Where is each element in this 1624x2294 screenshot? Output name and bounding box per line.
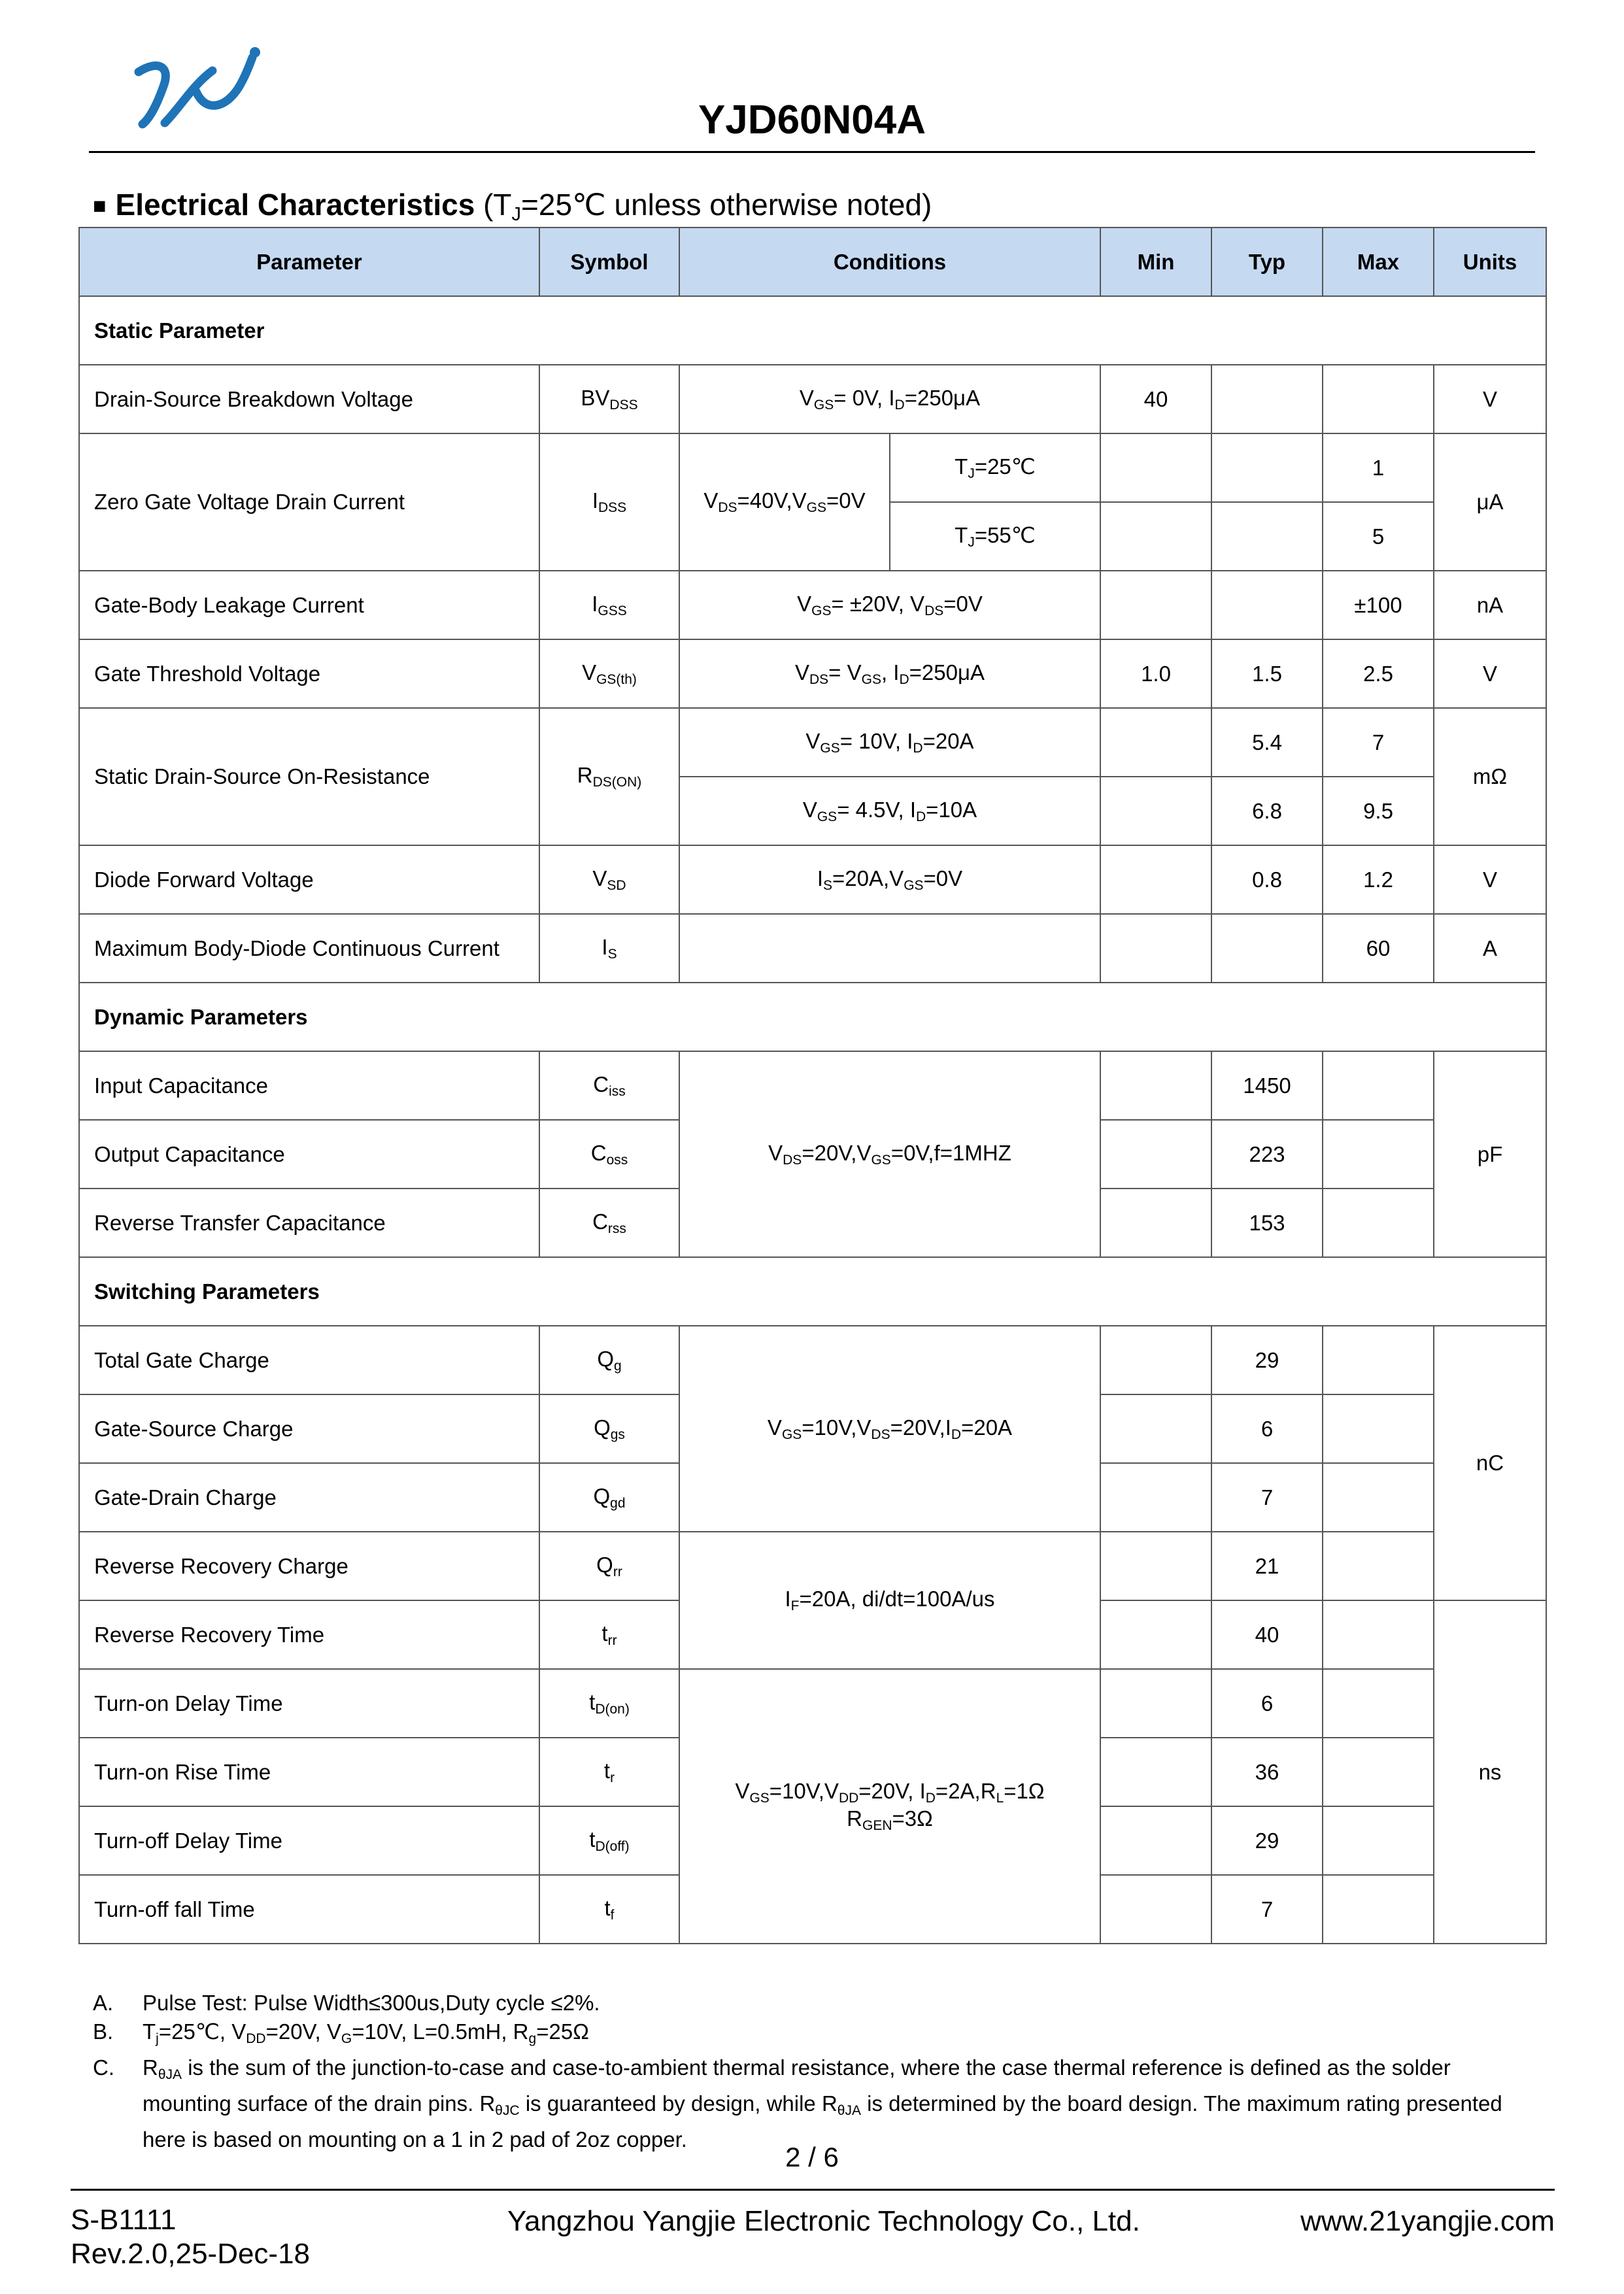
unit-cell: pF xyxy=(1434,1051,1546,1257)
max-cell: 9.5 xyxy=(1323,777,1434,845)
column-header: Max xyxy=(1323,228,1434,296)
min-cell xyxy=(1100,777,1211,845)
parameter-cell: Reverse Recovery Charge xyxy=(79,1532,539,1600)
website-link[interactable]: www.21yangjie.com xyxy=(1300,2205,1555,2237)
condition-cell: $V_{GS}= 0V$, $I_D=250\mu A$ xyxy=(679,365,1100,433)
condition-cell: $V_{GS}= \pm 20V$, $V_{DS}=0V$ xyxy=(679,571,1100,639)
max-cell xyxy=(1323,1532,1434,1600)
symbol-cell: $t_{D(on)}$ xyxy=(539,1669,679,1738)
typ-cell: 223 xyxy=(1211,1120,1323,1189)
condition-cell: $V_{GS}= 4.5V$, $I_D=10A$ xyxy=(679,777,1100,845)
symbol-cell: $R_{DS(ON)}$ xyxy=(539,708,679,845)
group-row xyxy=(79,983,1546,1051)
parameter-cell: Gate-Source Charge xyxy=(79,1394,539,1463)
unit-cell: V xyxy=(1434,639,1546,708)
unit-cell: nC xyxy=(1434,1326,1546,1600)
symbol-cell: $V_{GS(th)}$ xyxy=(539,639,679,708)
parameter-cell: Reverse Recovery Time xyxy=(79,1600,539,1669)
typ-cell: 29 xyxy=(1211,1806,1323,1875)
unit-cell: ns xyxy=(1434,1600,1546,1944)
symbol-cell: $C_{iss}$ xyxy=(539,1051,679,1120)
symbol-cell: $t_r$ xyxy=(539,1738,679,1806)
min-cell xyxy=(1100,1189,1211,1257)
min-cell xyxy=(1100,914,1211,983)
condition-cell xyxy=(679,914,1100,983)
max-cell xyxy=(1323,1189,1434,1257)
symbol-cell: $t_{rr}$ xyxy=(539,1600,679,1669)
symbol-cell: $C_{oss}$ xyxy=(539,1120,679,1189)
doc-id: S-B1111 xyxy=(71,2204,177,2236)
condition-cell: $V_{GS}=10V,V_{DS}=20V,I_D=20A$ xyxy=(679,1326,1100,1532)
column-header: Units xyxy=(1434,228,1546,296)
max-cell: 2.5 xyxy=(1323,639,1434,708)
table-row xyxy=(79,1051,1546,1120)
typ-cell xyxy=(1211,502,1323,571)
footer-divider xyxy=(71,2189,1555,2191)
typ-cell: 0.8 xyxy=(1211,845,1323,914)
condition-cell: $V_{GS}= 10V$, $I_D=20A$ xyxy=(679,708,1100,777)
table-row xyxy=(79,1532,1546,1600)
symbol-cell: $C_{rss}$ xyxy=(539,1189,679,1257)
parameter-cell: Gate-Body Leakage Current xyxy=(79,571,539,639)
unit-cell: V xyxy=(1434,365,1546,433)
min-cell xyxy=(1100,845,1211,914)
typ-cell xyxy=(1211,365,1323,433)
section-title: Electrical Characteristics xyxy=(115,188,475,222)
symbol-cell: $Q_{gs}$ xyxy=(539,1394,679,1463)
max-cell xyxy=(1323,1463,1434,1532)
unit-cell: mΩ xyxy=(1434,708,1546,845)
min-cell xyxy=(1100,1875,1211,1944)
typ-cell: 21 xyxy=(1211,1532,1323,1600)
table-row xyxy=(79,365,1546,433)
typ-cell: 36 xyxy=(1211,1738,1323,1806)
table-row xyxy=(79,639,1546,708)
parameter-cell: Gate Threshold Voltage xyxy=(79,639,539,708)
condition-cell: $I_S=20A,V_{GS}=0V$ xyxy=(679,845,1100,914)
min-cell xyxy=(1100,1738,1211,1806)
footnote-a: A. Pulse Test: Pulse Width≤300us,Duty cycle ≤2%. xyxy=(93,1991,600,2015)
typ-cell: 7 xyxy=(1211,1463,1323,1532)
group-row xyxy=(79,1257,1546,1326)
max-cell: 1.2 xyxy=(1323,845,1434,914)
typ-cell: 29 xyxy=(1211,1326,1323,1394)
max-cell xyxy=(1323,1051,1434,1120)
company-name: Yangzhou Yangjie Electronic Technology Co., Ltd. xyxy=(507,2205,1140,2237)
symbol-cell: $Q_{rr}$ xyxy=(539,1532,679,1600)
parameter-cell: Reverse Transfer Capacitance xyxy=(79,1189,539,1257)
condition-cell: $V_{DS}=40V,V_{GS}=0V$ xyxy=(679,433,890,571)
min-cell xyxy=(1100,1120,1211,1189)
unit-cell: A xyxy=(1434,914,1546,983)
typ-cell: 153 xyxy=(1211,1189,1323,1257)
header-divider xyxy=(89,151,1535,153)
electrical-characteristics-table xyxy=(78,227,1547,1944)
typ-cell: 6 xyxy=(1211,1669,1323,1738)
min-cell xyxy=(1100,1051,1211,1120)
typ-cell: 5.4 xyxy=(1211,708,1323,777)
typ-cell xyxy=(1211,433,1323,502)
typ-cell: 40 xyxy=(1211,1600,1323,1669)
min-cell xyxy=(1100,1326,1211,1394)
parameter-cell: Static Drain-Source On-Resistance xyxy=(79,708,539,845)
max-cell xyxy=(1323,1806,1434,1875)
min-cell xyxy=(1100,1532,1211,1600)
unit-cell: nA xyxy=(1434,571,1546,639)
typ-cell: 6 xyxy=(1211,1394,1323,1463)
min-cell xyxy=(1100,1600,1211,1669)
group-label: Static Parameter xyxy=(79,296,1546,365)
column-header: Symbol xyxy=(539,228,679,296)
table-row xyxy=(79,433,1546,502)
max-cell xyxy=(1323,1326,1434,1394)
max-cell xyxy=(1323,1120,1434,1189)
max-cell: 1 xyxy=(1323,433,1434,502)
min-cell xyxy=(1100,571,1211,639)
section-heading xyxy=(93,187,932,226)
temperature-condition-cell: $T_J=25℃$ xyxy=(890,433,1100,502)
parameter-cell: Input Capacitance xyxy=(79,1051,539,1120)
max-cell xyxy=(1323,1875,1434,1944)
parameter-cell: Turn-on Rise Time xyxy=(79,1738,539,1806)
typ-cell: 7 xyxy=(1211,1875,1323,1944)
column-header: Conditions xyxy=(679,228,1100,296)
symbol-cell: $I_{GSS}$ xyxy=(539,571,679,639)
symbol-cell: $t_{D(off)}$ xyxy=(539,1806,679,1875)
revision: Rev.2.0,25-Dec-18 xyxy=(71,2238,311,2270)
min-cell: 40 xyxy=(1100,365,1211,433)
typ-cell: 6.8 xyxy=(1211,777,1323,845)
parameter-cell: Maximum Body-Diode Continuous Current xyxy=(79,914,539,983)
parameter-cell: Gate-Drain Charge xyxy=(79,1463,539,1532)
column-header: Min xyxy=(1100,228,1211,296)
parameter-cell: Turn-on Delay Time xyxy=(79,1669,539,1738)
max-cell xyxy=(1323,1738,1434,1806)
parameter-cell: Total Gate Charge xyxy=(79,1326,539,1394)
min-cell xyxy=(1100,433,1211,502)
condition-cell: $V_{DS}= V_{GS}$, $I_D=250\mu A$ xyxy=(679,639,1100,708)
min-cell xyxy=(1100,1463,1211,1532)
condition-cell: $I_F=20A$, di/dt=100A/us xyxy=(679,1532,1100,1669)
typ-cell: 1450 xyxy=(1211,1051,1323,1120)
table-header-row xyxy=(79,228,1546,296)
square-bullet-icon: ■ xyxy=(93,194,107,218)
min-cell xyxy=(1100,1806,1211,1875)
parameter-cell: Diode Forward Voltage xyxy=(79,845,539,914)
max-cell xyxy=(1323,1669,1434,1738)
table-row xyxy=(79,914,1546,983)
group-label: Switching Parameters xyxy=(79,1257,1546,1326)
parameter-cell: Zero Gate Voltage Drain Current xyxy=(79,433,539,571)
column-header: Typ xyxy=(1211,228,1323,296)
footnotes xyxy=(93,1989,1512,2154)
min-cell: 1.0 xyxy=(1100,639,1211,708)
parameter-cell: Turn-off Delay Time xyxy=(79,1806,539,1875)
min-cell xyxy=(1100,502,1211,571)
max-cell: ±100 xyxy=(1323,571,1434,639)
typ-cell: 1.5 xyxy=(1211,639,1323,708)
table-row xyxy=(79,845,1546,914)
group-row xyxy=(79,296,1546,365)
max-cell: 5 xyxy=(1323,502,1434,571)
page-number: 2 / 6 xyxy=(785,2142,839,2172)
max-cell xyxy=(1323,365,1434,433)
min-cell xyxy=(1100,1394,1211,1463)
typ-cell xyxy=(1211,914,1323,983)
footnote-c: C. $R_{\theta JA}$ is the sum of the junction-to-case and case-to-ambient thermal resistance, where the case thermal reference is defined as the solder mounting surface of the drain pins. $R_{\theta JC}$ is guaranteed by design, while $R_{\theta JA}$ is determined by the board design. The maximum rating presented here is based on mounting on a 1 in 2 pad of 2oz copper. xyxy=(93,2055,1502,2151)
condition-cell: $V_{GS}=10V,V_{DD}=20V$, $I_D=2A,R_L=1\Omega$ $R_{GEN}=3\Omega$ xyxy=(679,1669,1100,1944)
section-condition: ($T_J=25℃$ unless otherwise noted) xyxy=(483,188,932,225)
document-title: YJD60N04A xyxy=(698,97,926,143)
max-cell xyxy=(1323,1394,1434,1463)
symbol-cell: $V_{SD}$ xyxy=(539,845,679,914)
table-row xyxy=(79,571,1546,639)
symbol-cell: $Q_{gd}$ xyxy=(539,1463,679,1532)
symbol-cell: $I_{DSS}$ xyxy=(539,433,679,571)
unit-cell: μA xyxy=(1434,433,1546,571)
unit-cell: V xyxy=(1434,845,1546,914)
symbol-cell: $I_S$ xyxy=(539,914,679,983)
typ-cell xyxy=(1211,571,1323,639)
temperature-condition-cell: $T_J=55℃$ xyxy=(890,502,1100,571)
max-cell: 7 xyxy=(1323,708,1434,777)
group-label: Dynamic Parameters xyxy=(79,983,1546,1051)
symbol-cell: $Q_g$ xyxy=(539,1326,679,1394)
parameter-cell: Turn-off fall Time xyxy=(79,1875,539,1944)
symbol-cell: $t_f$ xyxy=(539,1875,679,1944)
table-row xyxy=(79,708,1546,777)
symbol-cell: $BV_{DSS}$ xyxy=(539,365,679,433)
min-cell xyxy=(1100,1669,1211,1738)
column-header: Parameter xyxy=(79,228,539,296)
document-code xyxy=(71,2203,310,2271)
parameter-cell: Output Capacitance xyxy=(79,1120,539,1189)
table-row xyxy=(79,1326,1546,1394)
min-cell xyxy=(1100,708,1211,777)
parameter-cell: Drain-Source Breakdown Voltage xyxy=(79,365,539,433)
max-cell: 60 xyxy=(1323,914,1434,983)
condition-cell: $V_{DS}=20V,V_{GS}=0V,f=1MHZ$ xyxy=(679,1051,1100,1257)
max-cell xyxy=(1323,1600,1434,1669)
footnote-b: B. $T_j=25℃$, $V_{DD}=20V$, $V_G=10V$, L=0.5mH, $R_g=25\Omega$ xyxy=(93,2019,589,2046)
table-row xyxy=(79,1669,1546,1738)
